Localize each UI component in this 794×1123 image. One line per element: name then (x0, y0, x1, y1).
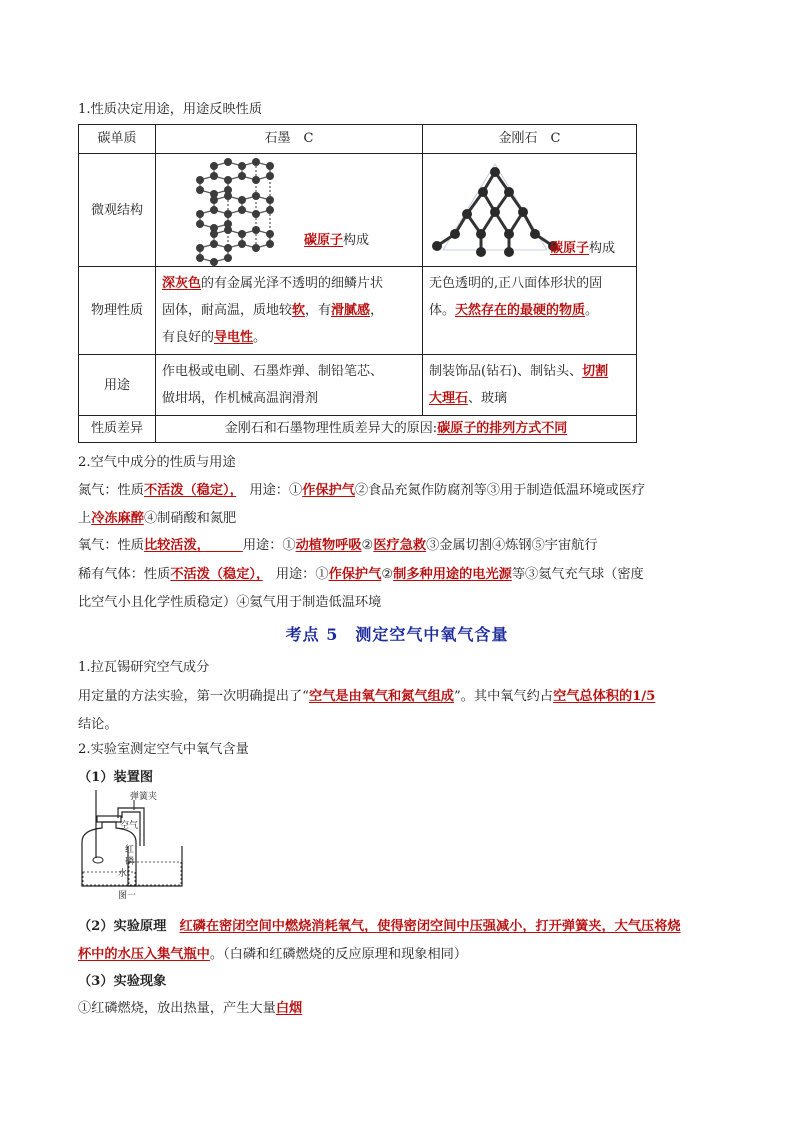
diamond-use-cell: 制装饰品(钻石)、制钻头、切割 大理石、玻璃 (423, 355, 637, 416)
diff-cell: 金刚石和石墨物理性质差异大的原因:碳原子的排列方式不同 (156, 416, 637, 443)
use-row (79, 355, 637, 416)
water-label: 水 (118, 869, 128, 879)
red-label-2: 磷 (125, 857, 135, 867)
carbon-comparison-table (78, 124, 637, 443)
nitrogen-paragraph: 氮气：性质不活泼（稳定）， 用途：①作保护气②食品充氮作防腐剂等③用于制造低温环境或医疗 上冷冻麻醉④制硝酸和氮肥 (78, 483, 646, 526)
graphite-use-cell: 作电极或电刷、石墨炸弹、制铅笔芯、 做坩埚，作机械高温润滑剂 (156, 355, 423, 416)
graphite-header: 石墨 C (156, 125, 423, 154)
physical-row (79, 267, 637, 355)
graphite-physical-cell: 深灰色的有金属光泽不透明的细鳞片状 固体，耐高温，质地较软，有滑腻感， 有良好的导电性。 (156, 267, 423, 355)
apparatus-figure (78, 790, 188, 902)
structure-row (79, 154, 637, 267)
subheading-apparatus: （1）装置图 (78, 770, 154, 785)
diamond-structure-cell (423, 154, 637, 267)
section-heading-1: 1.性质决定用途，用途反映性质 (78, 102, 263, 117)
header-cell: 碳单质 (79, 125, 156, 154)
row-label: 微观结构 (79, 154, 156, 267)
diamond-structure-caption: 碳原子构成 (550, 241, 616, 256)
kaodian-title: 考点 5 测定空气中氧气含量 (285, 625, 509, 644)
oxygen-paragraph: 氧气：性质比较活泼， 用途：①动植物呼吸②医疗急救③金属切割④炼钢⑤宇宙航行 (78, 538, 598, 553)
graphite-structure-cell (156, 154, 423, 267)
graphite-structure-caption: 碳原子构成 (304, 233, 370, 248)
observation-paragraph: ①红磷燃烧，放出热量，产生大量白烟 (78, 1001, 303, 1016)
row-label: 用途 (79, 355, 156, 416)
graphite-lattice-image (156, 154, 410, 266)
principle-paragraph: （2）实验原理 红磷在密闭空间中燃烧消耗氧气，使得密闭空间中压强减小，打开弹簧夹，大气压将烧 杯中的水压入集气瓶中。（白磷和红磷燃烧的反应原理和现象相同） (78, 919, 681, 962)
row-label: 物理性质 (79, 267, 156, 355)
clamp-label: 弹簧夹 (130, 792, 158, 802)
rare-gas-paragraph: 稀有气体：性质不活泼（稳定）， 用途：①作保护气②制多种用途的电光源等③氦气充气球（密度 比空气小且化学性质稳定）④氦气用于制造低温环境 (78, 567, 644, 610)
subheading-phenomenon: （3）实验现象 (78, 974, 167, 989)
figure-caption: 图一 (118, 891, 137, 901)
lavoisier-paragraph: 用定量的方法实验，第一次明确提出了“空气是由氧气和氮气组成”。其中氧气约占空气总体积的1/5 结论。 (78, 689, 656, 732)
section-heading-2: 2.空气中成分的性质与用途 (78, 455, 236, 470)
air-label: 空气 (120, 821, 139, 831)
diff-row (79, 416, 637, 443)
red-label-1: 红 (125, 845, 135, 855)
table-header-row (79, 125, 637, 154)
diamond-physical-cell: 无色透明的,正八面体形状的固 体。天然存在的最硬的物质。 (423, 267, 637, 355)
subheading-lab: 2.实验室测定空气中氧气含量 (78, 742, 249, 757)
row-label: 性质差异 (79, 416, 156, 443)
subheading-lavoisier: 1.拉瓦锡研究空气成分 (78, 660, 210, 675)
diamond-header: 金刚石 C (423, 125, 637, 154)
